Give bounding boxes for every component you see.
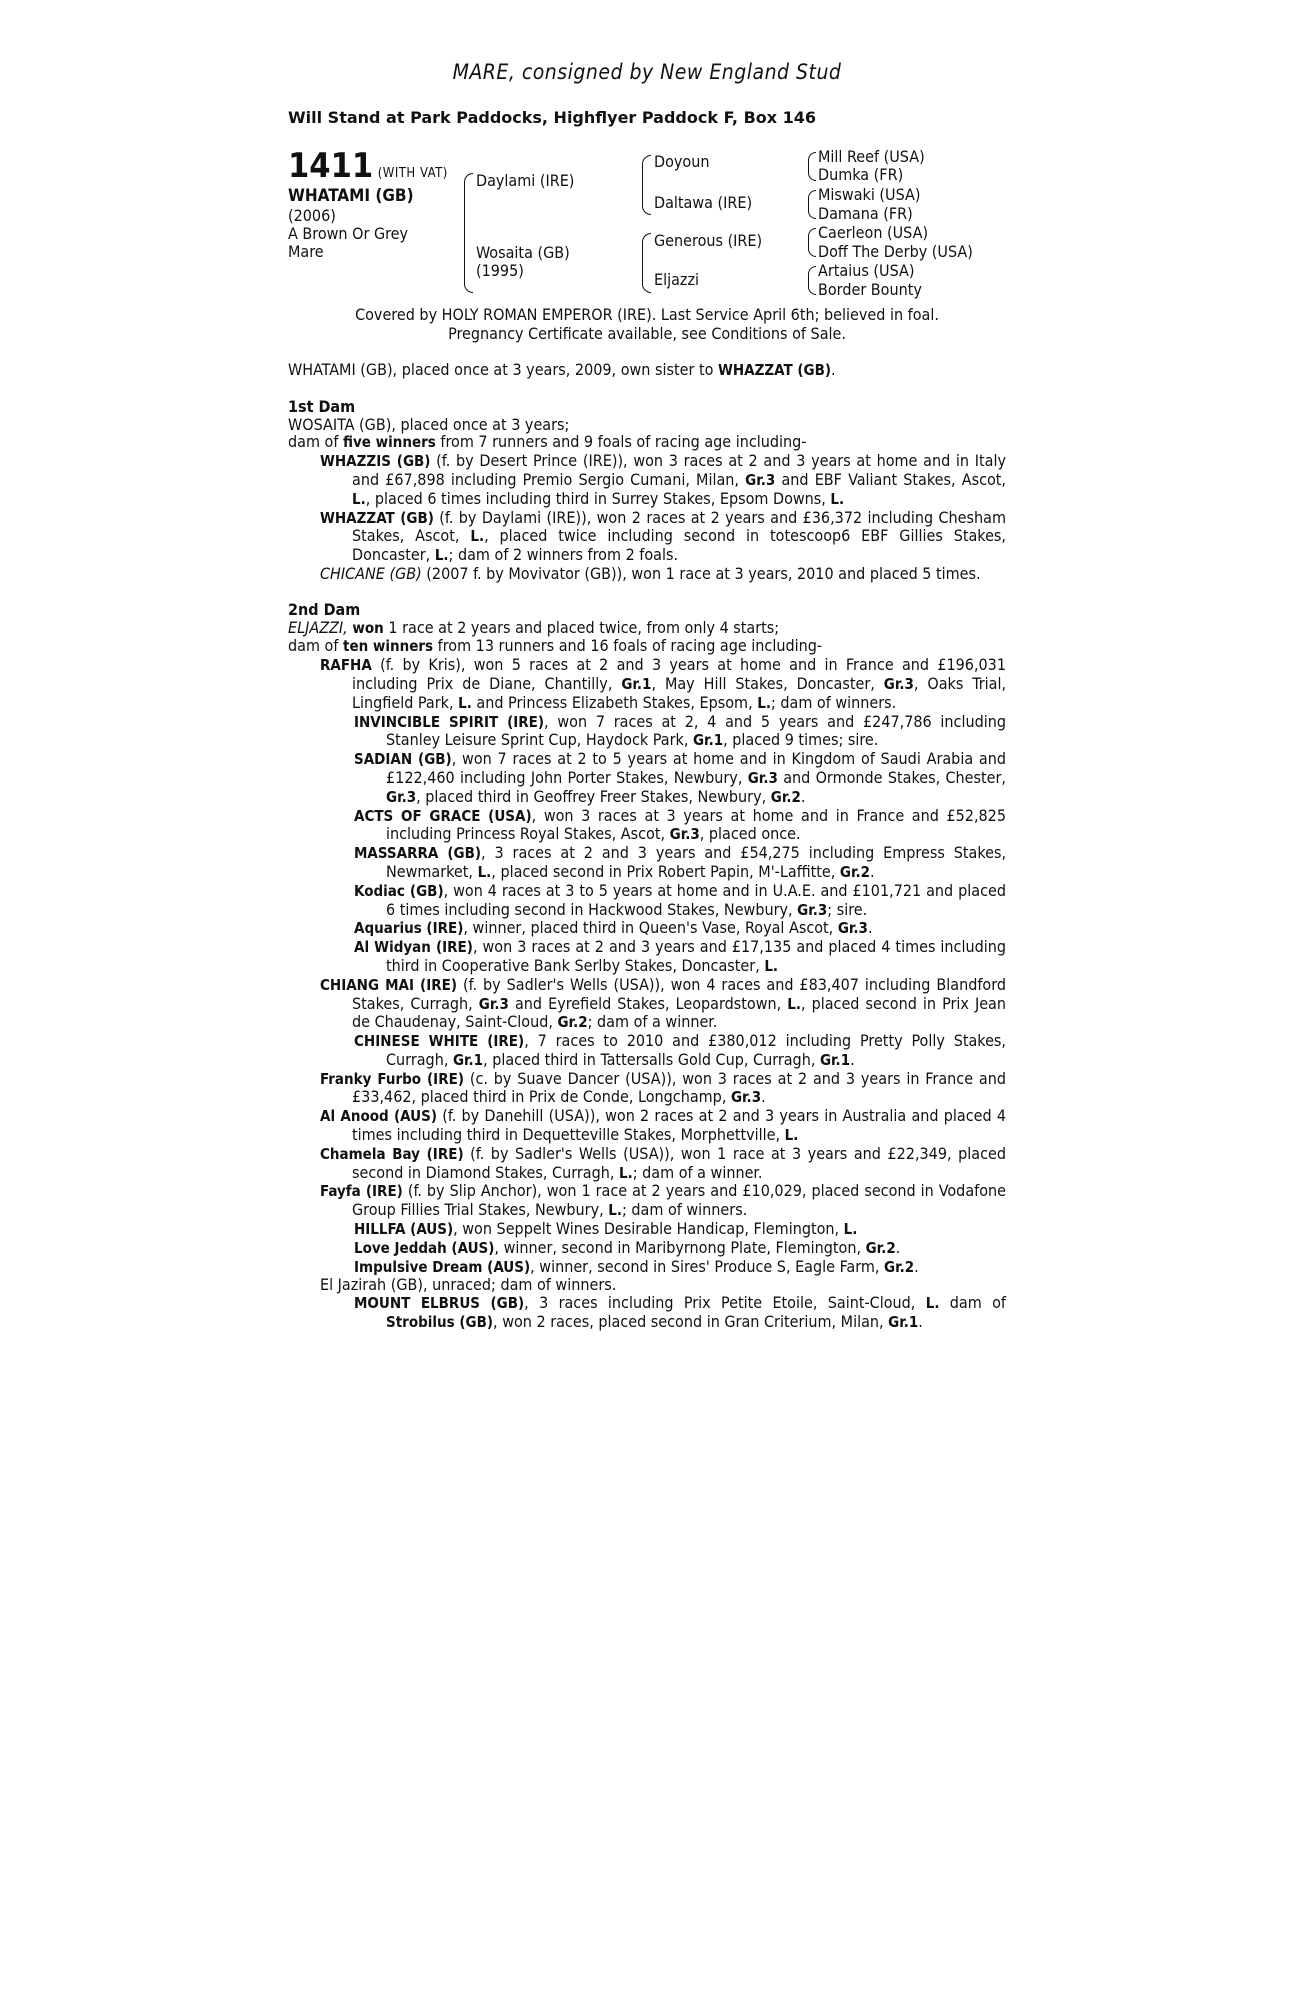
ss-dam: Dumka (FR) [818, 165, 904, 184]
intro-end: . [831, 360, 836, 379]
progeny-impulsive-dream: Impulsive Dream (AUS), winner, second in Sires' Produce S, Eagle Farm, Gr.2. [354, 1256, 919, 1276]
progeny-al-anood: Al Anood (AUS) (f. by Danehill (USA)), won 2 races at 2 and 3 years in Australia and placed 4 times including third in Dequetteville Stakes, Morphettville, L. [320, 1106, 1006, 1145]
page-header: MARE, consigned by New England Stud [452, 60, 842, 84]
second-dam-line-2: dam of ten winners from 13 runners and 16 foals of racing age including- [288, 636, 823, 656]
progeny-chiang-mai: CHIANG MAI (IRE) (f. by Sadler's Wells (USA)), won 4 races and £83,407 including Blandford Stakes, Curragh, Gr.3 and Eyrefield Stakes, Leopardstown, L., placed second in Prix Jean de Chaudenay, Saint-Cloud, Gr.2; dam of a winner. [320, 974, 1007, 1032]
progeny-kodiac: Kodiac (GB), won 4 races at 3 to 5 years at home and in U.A.E. and £101,721 and placed 6 times including second in Hackwood Stakes, Newbury, Gr.3; sire. [354, 880, 1007, 919]
progeny-chamela-bay: Chamela Bay (IRE) (f. by Sadler's Wells (USA)), won 1 race at 3 years and £22,349, placed second in Diamond Stakes, Curragh, L.; dam of a winner. [320, 1143, 1006, 1182]
progeny-acts-of-grace: ACTS OF GRACE (USA), won 3 races at 3 years at home and in France and £52,825 including Princess Royal Stakes, Ascot, Gr.3, placed once. [354, 805, 1006, 844]
first-dam-section [288, 398, 1006, 583]
lot-number: 1411 [288, 146, 374, 186]
progeny-massarra: MASSARRA (GB), 3 races at 2 and 3 years and £54,275 including Empress Stakes, Newmarket, L., placed second in Prix Robert Papin, M'-Laffitte, Gr.2. [354, 843, 1007, 881]
pedigree-block [288, 146, 1006, 299]
covered-line-1: Covered by HOLY ROMAN EMPEROR (IRE). Last Service April 6th; believed in foal. [355, 305, 939, 324]
catalogue-page [288, 60, 1006, 1332]
brace-ss [808, 152, 816, 181]
brace-gen1 [464, 173, 473, 293]
brace-dam [642, 233, 651, 293]
second-dam-section [288, 601, 1006, 1332]
ds-dam: Doff The Derby (USA) [818, 242, 973, 261]
dd-sire: Artaius (USA) [818, 261, 915, 280]
horse-name: WHATAMI (GB) [288, 186, 414, 206]
intro-text: WHATAMI (GB), placed once at 3 years, 2009, own sister to [288, 360, 718, 379]
sire-dam: Daltawa (IRE) [654, 193, 753, 212]
dam-sire: Generous (IRE) [654, 231, 763, 250]
vat-label: (WITH VAT) [377, 166, 448, 181]
horse-year: (2006) [288, 206, 336, 225]
first-dam-line-2: dam of five winners from 7 runners and 9 foals of racing age including- [288, 432, 807, 452]
dam-year: (1995) [476, 261, 524, 280]
progeny-franky-furbo: Franky Furbo (IRE) (c. by Suave Dancer (USA)), won 3 races at 2 and 3 years in France and £33,462, placed third in Prix de Conde, Longchamp, Gr.3. [320, 1068, 1006, 1107]
second-dam-title: 2nd Dam [288, 599, 361, 619]
sd-sire: Miswaki (USA) [818, 185, 921, 204]
covered-line-2: Pregnancy Certificate available, see Conditions of Sale. [448, 324, 846, 343]
sire-sire: Doyoun [654, 152, 710, 171]
progeny-al-widyan: Al Widyan (IRE), won 3 races at 2 and 3 years and £17,135 and placed 4 times including third in Cooperative Bank Serlby Stakes, Doncaster, L. [354, 937, 1007, 975]
intro-line [288, 361, 1006, 380]
stand-location: Will Stand at Park Paddocks, Highflyer Paddock F, Box 146 [288, 108, 817, 127]
progeny-aquarius: Aquarius (IRE), winner, placed third in Queen's Vase, Royal Ascot, Gr.3. [354, 918, 873, 938]
sd-dam: Damana (FR) [818, 204, 913, 223]
progeny-fayfa: Fayfa (IRE) (f. by Slip Anchor), won 1 race at 2 years and £10,029, placed second in Vodafone Group Fillies Trial Stakes, Newbury, L.; dam of winners. [320, 1181, 1006, 1220]
progeny-whazzis: WHAZZIS (GB) (f. by Desert Prince (IRE)), won 3 races at 2 and 3 years at home and in Italy and £67,898 including Premio Sergio Cumani, Milan, Gr.3 and EBF Valiant Stakes, Ascot, L., placed 6 times including third in Surrey Stakes, Epsom Downs, L. [320, 451, 1007, 508]
progeny-el-jazirah: El Jazirah (GB), unraced; dam of winners. [320, 1275, 617, 1295]
second-dam-line-1: ELJAZZI, won 1 race at 2 years and placed twice, from only 4 starts; [288, 617, 780, 637]
progeny-invincible-spirit: INVINCIBLE SPIRIT (IRE), won 7 races at 2, 4 and 5 years and £247,786 including Stanley Leisure Sprint Cup, Haydock Park, Gr.1, placed 9 times; sire. [354, 711, 1006, 750]
sire: Daylami (IRE) [476, 171, 575, 190]
progeny-hillfa: HILLFA (AUS), won Seppelt Wines Desirable Handicap, Flemington, L. [354, 1219, 858, 1239]
first-dam-line-1: WOSAITA (GB), placed once at 3 years; [288, 414, 570, 434]
progeny-chinese-white: CHINESE WHITE (IRE), 7 races to 2010 and £380,012 including Pretty Polly Stakes, Curragh, Gr.1, placed third in Tattersalls Gold Cup, Curragh, Gr.1. [354, 1031, 1007, 1069]
dd-dam: Border Bounty [818, 280, 922, 299]
horse-desc-1: A Brown Or Grey [288, 224, 409, 243]
brace-dd [808, 266, 816, 295]
dam-dam: Eljazzi [654, 270, 700, 289]
brace-sire [642, 155, 651, 215]
dam: Wosaita (GB) [476, 243, 570, 262]
ss-sire: Mill Reef (USA) [818, 147, 925, 166]
progeny-rafha: RAFHA (f. by Kris), won 5 races at 2 and 3 years at home and in France and £196,031 including Prix de Diane, Chantilly, Gr.1, May Hill Stakes, Doncaster, Gr.3, Oaks Trial, Lingfield Park, L. and Princess Elizabeth Stakes, Epsom, L.; dam of winners. [320, 655, 1007, 712]
first-dam-title: 1st Dam [288, 396, 356, 416]
progeny-love-jeddah: Love Jeddah (AUS), winner, second in Maribyrnong Plate, Flemington, Gr.2. [354, 1237, 901, 1257]
brace-ds [808, 228, 816, 257]
progeny-whazzat: WHAZZAT (GB) (f. by Daylami (IRE)), won 2 races at 2 years and £36,372 including Chesham Stakes, Ascot, L., placed twice including second in totescoop6 EBF Gillies Stakes, Doncaster, L.; dam of 2 winners from 2 foals. [320, 507, 1007, 565]
progeny-chicane: CHICANE (GB) (2007 f. by Movivator (GB)), won 1 race at 3 years, 2010 and placed 5 times. [320, 563, 981, 583]
progeny-mount-elbrus: MOUNT ELBRUS (GB), 3 races including Prix Petite Etoile, Saint-Cloud, L. dam of Strobilus (GB), won 2 races, placed second in Gran Criterium, Milan, Gr.1. [354, 1293, 1006, 1332]
progeny-sadian: SADIAN (GB), won 7 races at 2 to 5 years at home and in Kingdom of Saudi Arabia and £122,460 including John Porter Stakes, Newbury, Gr.3 and Ormonde Stakes, Chester, Gr.3, placed third in Geoffrey Freer Stakes, Newbury, Gr.2. [354, 749, 1007, 806]
horse-desc-2: Mare [288, 242, 324, 261]
brace-sd [808, 190, 816, 219]
ds-sire: Caerleon (USA) [818, 223, 929, 242]
intro-sister: WHAZZAT (GB) [717, 361, 832, 379]
lot-header [288, 146, 448, 186]
covered-note [288, 305, 1006, 343]
